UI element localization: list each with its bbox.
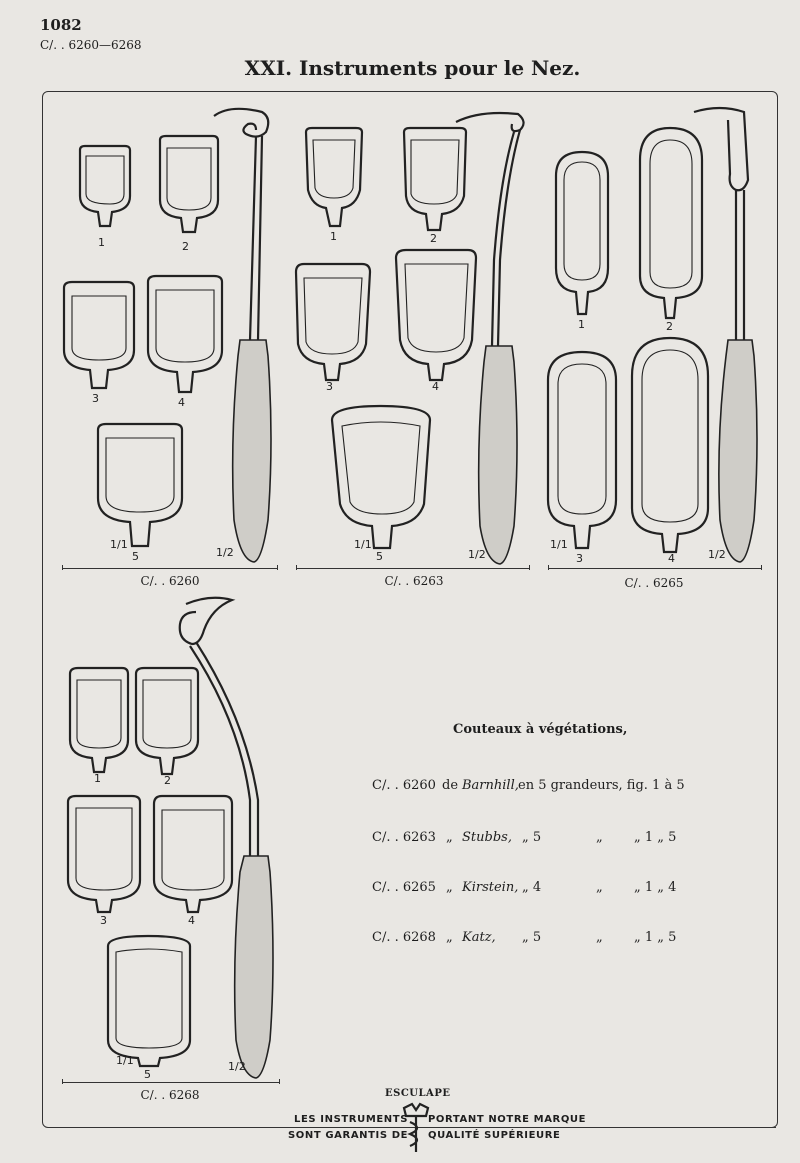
fig-number: 5 — [376, 550, 383, 563]
blade-6260-4 — [148, 276, 222, 392]
fig-number: 5 — [132, 550, 139, 563]
footer-rule — [280, 1127, 398, 1128]
group-label-6263: C/. . 6263 — [384, 574, 444, 588]
group-label-6260: C/. . 6260 — [140, 574, 200, 588]
fig-range: „ 1 „ 5 — [634, 930, 677, 945]
catalog-code: C/. . 6268 — [372, 930, 436, 945]
group-bracket — [62, 568, 278, 569]
size-range: en 5 grandeurs, fig. 1 à 5 — [518, 778, 685, 793]
group-bracket — [548, 568, 762, 569]
blade-6260-5 — [98, 424, 182, 546]
fig-mark: „ — [596, 830, 603, 845]
guarantee-right-1: PORTANT NOTRE MARQUE — [428, 1114, 587, 1125]
catalog-range: C/. . 6260—6268 — [40, 38, 142, 52]
brand-name: ESCULAPE — [385, 1088, 451, 1099]
group-label-6265: C/. . 6265 — [624, 576, 684, 590]
description-title: Couteaux à végétations, — [453, 722, 628, 737]
blade-6263-3 — [296, 264, 370, 380]
fig-range: „ 1 „ 4 — [634, 880, 677, 895]
fig-number: 5 — [144, 1068, 151, 1081]
fig-range: „ 1 „ 5 — [634, 830, 677, 845]
fig-number: 4 — [432, 380, 439, 393]
scale-label: 1/1 — [116, 1054, 134, 1067]
catalog-code: C/. . 6263 — [372, 830, 436, 845]
fig-number: 4 — [188, 914, 195, 927]
scale-label: 1/1 — [550, 538, 568, 551]
maker-name: Katz, — [462, 930, 496, 945]
fig-mark: „ — [596, 930, 603, 945]
blade-6265-1 — [556, 152, 608, 314]
guarantee-right-2: QUALITÉ SUPÉRIEURE — [428, 1130, 561, 1141]
prefix: de — [442, 778, 459, 793]
size-count: „ 5 — [522, 830, 542, 845]
fig-number: 1 — [98, 236, 105, 249]
esculape-emblem — [404, 1104, 428, 1152]
maker-name: Stubbs, — [462, 830, 512, 845]
prefix: „ — [446, 830, 453, 845]
scale-label: 1/2 — [228, 1060, 246, 1073]
prefix: „ — [446, 930, 453, 945]
blade-6268-2 — [136, 668, 198, 774]
blade-6263-2 — [404, 128, 466, 230]
guarantee-left-2: SONT GARANTIS DE — [288, 1130, 409, 1141]
footer-rule — [434, 1127, 776, 1128]
blade-6265-4 — [632, 338, 708, 552]
blade-6265-3 — [548, 352, 616, 548]
handle-6265 — [694, 108, 757, 562]
blade-6263-5 — [332, 406, 430, 548]
scale-label: 1/1 — [354, 538, 372, 551]
page-title: XXI. Instruments pour le Nez. — [244, 56, 581, 80]
fig-number: 4 — [668, 552, 675, 565]
blade-6268-5 — [108, 936, 190, 1066]
handle-6263 — [456, 113, 524, 564]
fig-number: 2 — [164, 774, 171, 787]
fig-number: 3 — [326, 380, 333, 393]
catalog-code: C/. . 6260 — [372, 778, 436, 793]
scale-label: 1/2 — [216, 546, 234, 559]
fig-number: 3 — [92, 392, 99, 405]
fig-number: 2 — [430, 232, 437, 245]
fig-number: 3 — [576, 552, 583, 565]
blade-6260-1 — [80, 146, 130, 226]
size-count: „ 5 — [522, 930, 542, 945]
fig-number: 1 — [94, 772, 101, 785]
blade-6268-1 — [70, 668, 128, 772]
blade-6263-4 — [396, 250, 476, 380]
blade-6260-2 — [160, 136, 218, 232]
fig-number: 1 — [578, 318, 585, 331]
blade-6265-2 — [640, 128, 702, 318]
fig-number: 4 — [178, 396, 185, 409]
group-bracket — [296, 568, 530, 569]
group-bracket — [62, 1082, 280, 1083]
fig-number: 2 — [666, 320, 673, 333]
page-number: 1082 — [40, 16, 82, 34]
guarantee-left-1: LES INSTRUMENTS — [294, 1114, 408, 1125]
blade-6268-3 — [68, 796, 140, 912]
fig-number: 3 — [100, 914, 107, 927]
maker-name: Barnhill, — [462, 778, 519, 793]
blade-6260-3 — [64, 282, 134, 388]
fig-number: 1 — [330, 230, 337, 243]
handle-6268 — [180, 598, 273, 1078]
scale-label: 1/2 — [468, 548, 486, 561]
prefix: „ — [446, 880, 453, 895]
catalog-code: C/. . 6265 — [372, 880, 436, 895]
size-count: „ 4 — [522, 880, 542, 895]
scale-label: 1/1 — [110, 538, 128, 551]
fig-number: 2 — [182, 240, 189, 253]
maker-name: Kirstein, — [462, 880, 519, 895]
blade-6268-4 — [154, 796, 232, 912]
fig-mark: „ — [596, 880, 603, 895]
group-label-6268: C/. . 6268 — [140, 1088, 200, 1102]
scale-label: 1/2 — [708, 548, 726, 561]
blade-6263-1 — [306, 128, 362, 226]
